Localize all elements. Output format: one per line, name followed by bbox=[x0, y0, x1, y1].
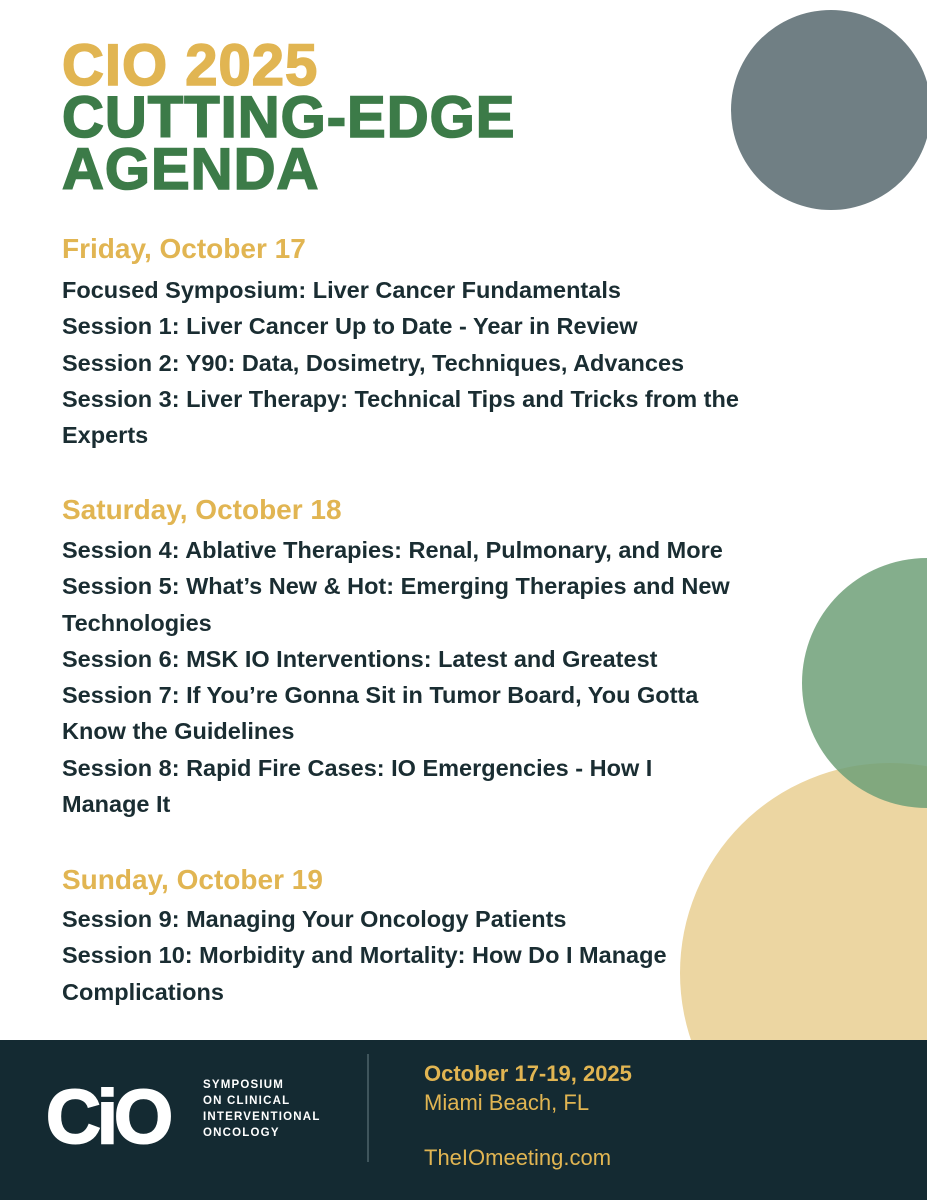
session-item: Session 9: Managing Your Oncology Patients bbox=[62, 906, 567, 932]
tagline-line: ONCOLOGY bbox=[203, 1127, 280, 1139]
day-heading-saturday: Saturday, October 18 bbox=[62, 494, 342, 525]
session-item: Session 8: Rapid Fire Cases: IO Emergencies - How I bbox=[62, 754, 653, 781]
event-dates: October 17-19, 2025 bbox=[424, 1061, 632, 1086]
session-item: Session 6: MSK IO Interventions: Latest and Greatest bbox=[62, 645, 658, 672]
session-item: Experts bbox=[62, 422, 149, 449]
session-item: Session 7: If You’re Gonna Sit in Tumor Board, You Gotta bbox=[62, 682, 699, 709]
title-line-1: CIO 2025 bbox=[62, 33, 319, 98]
event-location: Miami Beach, FL bbox=[424, 1090, 590, 1115]
day-heading-sunday: Sunday, October 19 bbox=[62, 864, 323, 895]
session-list-friday bbox=[62, 272, 822, 453]
website-link[interactable]: TheIOmeeting.com bbox=[424, 1145, 612, 1170]
session-item: Know the Guidelines bbox=[62, 718, 295, 745]
session-list-sunday bbox=[62, 901, 822, 1010]
session-item: Manage It bbox=[62, 791, 171, 818]
logo-tagline bbox=[203, 1077, 321, 1141]
session-item: Session 2: Y90: Data, Dosimetry, Techniques, Advances bbox=[62, 349, 685, 376]
footer-bar bbox=[0, 1040, 927, 1200]
session-list-saturday bbox=[62, 532, 822, 822]
cio-logo: CiO bbox=[46, 1075, 170, 1160]
footer-divider bbox=[367, 1054, 369, 1162]
session-item: Technologies bbox=[62, 609, 212, 636]
session-item: Session 5: What’s New & Hot: Emerging Therapies and New bbox=[62, 573, 730, 600]
session-item: Session 4: Ablative Therapies: Renal, Pulmonary, and More bbox=[62, 537, 723, 563]
tagline-line: INTERVENTIONAL bbox=[203, 1111, 321, 1123]
tagline-line: ON CLINICAL bbox=[203, 1095, 291, 1107]
session-item: Session 10: Morbidity and Mortality: How Do I Manage bbox=[62, 942, 667, 969]
day-heading-friday: Friday, October 17 bbox=[62, 233, 306, 264]
tagline-line: SYMPOSIUM bbox=[203, 1079, 285, 1091]
page-title bbox=[62, 33, 516, 202]
decorative-gray-circle bbox=[731, 10, 927, 210]
session-item: Focused Symposium: Liver Cancer Fundamentals bbox=[62, 277, 621, 303]
session-item: Session 1: Liver Cancer Up to Date - Year in Review bbox=[62, 313, 638, 340]
title-line-2: CUTTING-EDGE bbox=[62, 85, 516, 150]
session-item: Session 3: Liver Therapy: Technical Tips and Tricks from the bbox=[62, 385, 739, 412]
title-line-3: AGENDA bbox=[62, 137, 320, 202]
session-item: Complications bbox=[62, 978, 224, 1005]
